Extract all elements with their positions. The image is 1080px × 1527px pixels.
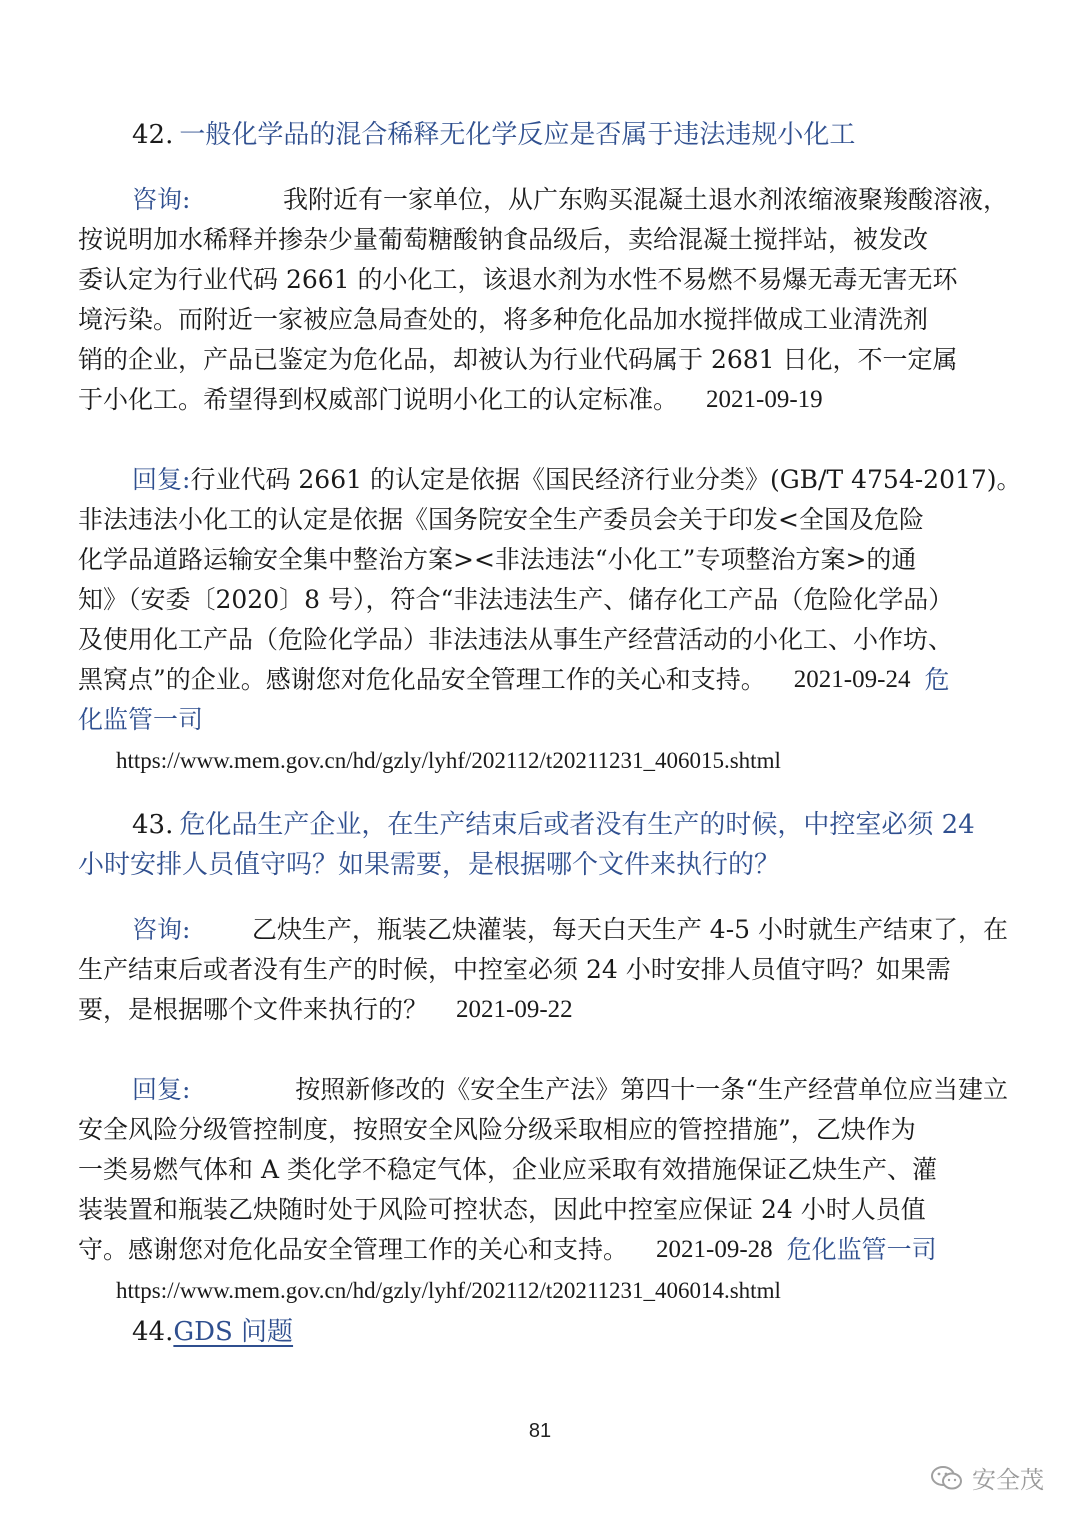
q43-reply-line-5: 守。感谢您对危化品安全管理工作的关心和支持。 2021-09-28 危化监管一司 (78, 1230, 1008, 1270)
q42-title: 一般化学品的混合稀释无化学反应是否属于违法违规小化工 (179, 120, 856, 150)
q44-number: 44. (132, 1317, 174, 1347)
q43-number: 43. (132, 810, 174, 840)
q42-consult-line-4: 境污染。而附近一家被应急局查处的，将多种危化品加水搅拌做成工业清洗剂 (78, 305, 929, 334)
q42-consult-line-1: 咨询: 我附近有一家单位，从广东购买混凝土退水剂浓缩液聚羧酸溶液， (132, 180, 1008, 220)
q43-reply-line-2: 安全风险分级管控制度，按照安全风险分级采取相应的管控措施”，乙炔作为 (78, 1115, 916, 1144)
q43-reply-line-3: 一类易燃气体和 A 类化学不稳定气体，企业应采取有效措施保证乙炔生产、灌 (78, 1155, 937, 1184)
q42-consult-line-3: 委认定为行业代码 2661 的小化工，该退水剂为水性不易燃不易爆无毒无害无环 (78, 265, 958, 294)
q43-reply-dept: 危化监管一司 (786, 1235, 937, 1264)
q42-source-url[interactable]: https://www.mem.gov.cn/hd/gzly/lyhf/202112/t20211231_406015.shtml (116, 748, 781, 773)
q42-reply-line-4: 知》（安委〔2020〕8 号），符合“非法违法生产、储存化工产品（危险化学品） (78, 585, 954, 614)
q43-consult-line-3: 要，是根据哪个文件来执行的？ 2021-09-22 (78, 990, 1008, 1030)
q43-consult-date: 2021-09-22 (456, 996, 573, 1023)
q42-reply-line-3: 化学品道路运输安全集中整治方案><非法违法“小化工”专项整治方案>的通 (78, 545, 917, 574)
q44-heading (132, 1312, 1062, 1352)
q43-consult-line-1: 咨询: 乙炔生产，瓶装乙炔灌装，每天白天生产 4-5 小时就生产结束了，在 (132, 910, 1008, 950)
q42-consult-line-6: 于小化工。希望得到权威部门说明小化工的认定标准。 2021-09-19 (78, 380, 1008, 420)
q42-reply-dept-cont: 化监管一司 (78, 705, 204, 734)
q43-reply-line-1: 回复: 按照新修改的《安全生产法》第四十一条“生产经营单位应当建立 (132, 1070, 1008, 1110)
q42-reply-line-1: 回复: 行业代码 2661 的认定是依据《国民经济行业分类》(GB/T 4754-2017)。 (132, 460, 1008, 500)
q43-source-url[interactable]: https://www.mem.gov.cn/hd/gzly/lyhf/202112/t20211231_406014.shtml (116, 1278, 781, 1303)
watermark-text: 安全茂 (972, 1466, 1044, 1494)
q42-reply-line-5: 及使用化工产品（危险化学品）非法违法从事生产经营活动的小化工、小作坊、 (78, 625, 954, 654)
q42-consult-line-5: 销的企业，产品已鉴定为危化品，却被认为行业代码属于 2681 日化，不一定属 (78, 345, 958, 374)
watermark (930, 1460, 1044, 1495)
q42-reply-line-6: 黑窝点”的企业。感谢您对危化品安全管理工作的关心和支持。 2021-09-24 危 (78, 660, 1008, 700)
q42-reply-line-2: 非法违法小化工的认定是依据《国务院安全生产委员会关于印发<全国及危险 (78, 505, 924, 534)
q44-title-link[interactable]: GDS 问题 (173, 1317, 294, 1347)
q43-consult-line-2: 生产结束后或者没有生产的时候，中控室必须 24 小时安排人员值守吗？如果需 (78, 955, 951, 984)
wechat-icon (930, 1464, 964, 1492)
q43-consult-label: 咨询: (132, 915, 191, 944)
q42-consult-date: 2021-09-19 (706, 386, 823, 413)
q42-reply-label: 回复: (132, 465, 191, 494)
q43-reply-line-4: 装装置和瓶装乙炔随时处于风险可控状态，因此中控室应保证 24 小时人员值 (78, 1195, 926, 1224)
q42-number: 42. (132, 120, 174, 150)
q43-reply-date: 2021-09-28 (656, 1236, 773, 1263)
q42-consult-line-2: 按说明加水稀释并掺杂少量葡萄糖酸钠食品级后，卖给混凝土搅拌站，被发改 (78, 225, 929, 254)
q42-heading (132, 115, 1062, 155)
q43-heading-line-1 (132, 805, 998, 845)
q43-heading-line-2: 小时安排人员值守吗？如果需要，是根据哪个文件来执行的？ (78, 850, 781, 880)
q43-reply-label: 回复: (132, 1075, 191, 1104)
page-number: 81 (528, 1420, 552, 1442)
q42-reply-dept: 危 (924, 665, 950, 694)
q42-reply-date: 2021-09-24 (793, 666, 911, 693)
q43-title: 危化品生产企业，在生产结束后或者没有生产的时候，中控室必须 24 (179, 810, 975, 840)
q42-consult-label: 咨询: (132, 185, 191, 214)
